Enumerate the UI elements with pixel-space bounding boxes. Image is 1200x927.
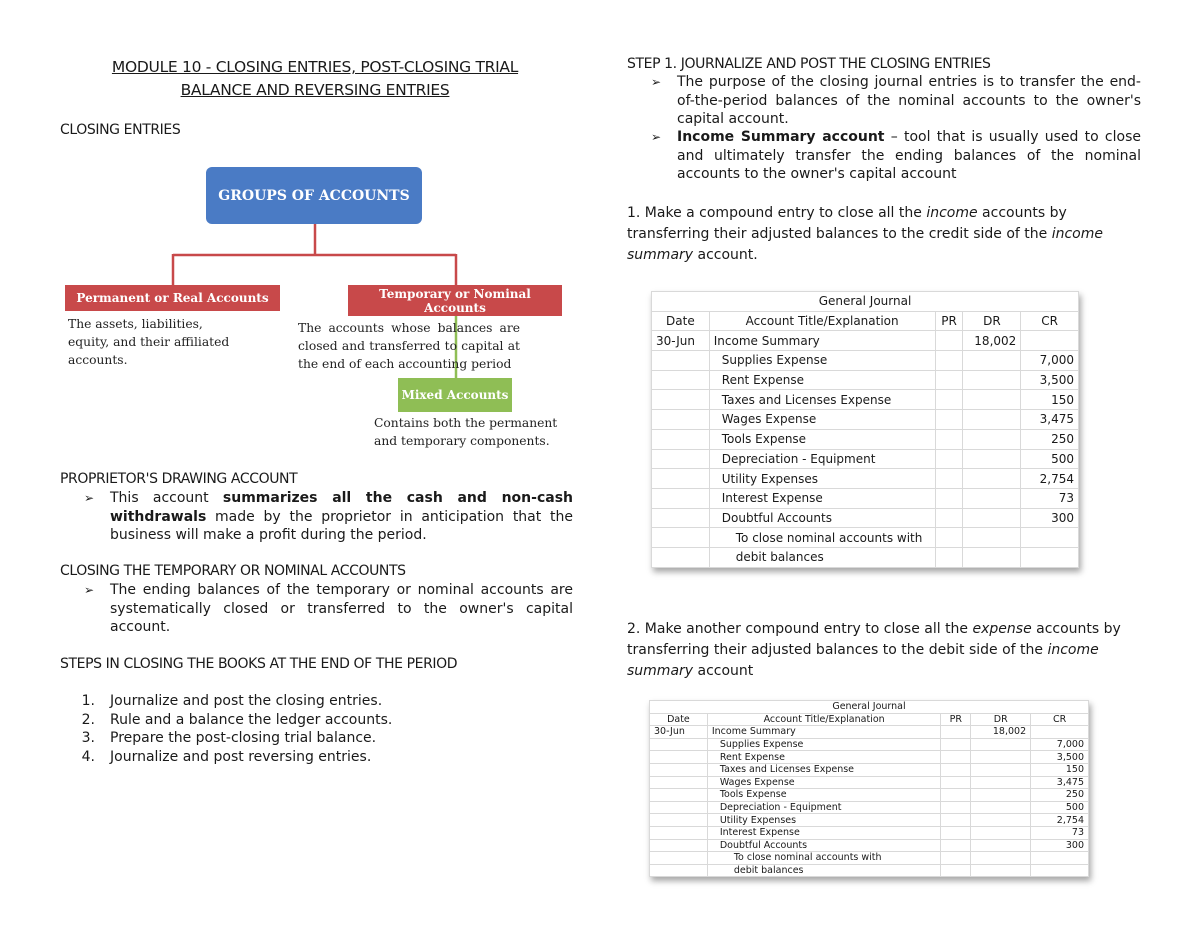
journal-cell-cr: 3,500 [1021,370,1079,390]
journal-cell-pr [941,751,971,764]
journal-cell-cr: 3,475 [1031,776,1089,789]
table-row [652,488,1079,508]
journal-cell-cr: 7,000 [1031,738,1089,751]
journal-cell-pr [941,814,971,827]
journal-cell-account: To close nominal accounts with [709,528,935,548]
journal-cell-pr [941,864,971,877]
permanent-accounts-description: The assets, liabilities, equity, and their affiliated accounts. [68,317,230,367]
journal-cell-account: Depreciation - Equipment [707,801,941,814]
journal-cell-dr [963,508,1021,528]
journal-cell-cr [1021,331,1079,351]
journal-cell-cr: 3,475 [1021,410,1079,430]
table-row [652,449,1079,469]
table-row [650,789,1089,802]
journal-cell-date [652,351,710,371]
journal-cell-date [652,508,710,528]
mixed-accounts-box: Mixed Accounts [398,378,512,412]
list-item: 4. Journalize and post reversing entries. [81,748,372,765]
table-row [650,814,1089,827]
journal-cell-cr: 300 [1031,839,1089,852]
journal-cell-date: 30-Jun [650,726,708,739]
journal-cell-pr [935,390,963,410]
journal-cell-pr [935,488,963,508]
journal-cell-pr [941,776,971,789]
step1-heading: STEP 1. JOURNALIZE AND POST THE CLOSING ENTRIES [627,56,991,72]
journal-cell-cr: 250 [1021,429,1079,449]
journal-cell-account: Tools Expense [709,429,935,449]
table-row [652,429,1079,449]
journal-cell-cr [1021,547,1079,567]
journal-cell-cr: 3,500 [1031,751,1089,764]
journal-cell-pr [941,852,971,865]
journal-cell-pr [935,410,963,430]
journal-cell-account: Doubtful Accounts [709,508,935,528]
journal-cell-dr [963,469,1021,489]
title-line-2: BALANCE AND REVERSING ENTRIES [180,81,450,99]
journal-cell-dr: 18,002 [971,726,1031,739]
journal-cell-cr: 2,754 [1021,469,1079,489]
temporary-accounts-description: The accounts whose balances are closed and transferred to capital at the end of each accounting period [298,321,520,371]
closing-temporary-bullet: ➢ The ending balances of the temporary or nominal accounts are systematically closed or transferred to the owner's capital account. [60,581,573,637]
journal-cell-account: Depreciation - Equipment [709,449,935,469]
journal-cell-dr [971,826,1031,839]
journal-cell-account: Supplies Expense [709,351,935,371]
journal-cell-date [652,469,710,489]
income-summary-bullet: ➢ Income Summary account – tool that is usually used to close and ultimately transfer the ending balances of the nominal accounts to the owner's capital account [627,128,1147,184]
table-row [652,528,1079,548]
journal-cell-pr [941,839,971,852]
journal-cell-dr [971,776,1031,789]
journal-header-row: Date Account Title/Explanation PR DR CR [650,713,1089,726]
journal-cell-dr [963,351,1021,371]
journal-cell-date [652,547,710,567]
journal-cell-pr [935,469,963,489]
temporary-accounts-box: Temporary or Nominal Accounts [348,285,562,316]
table-row [650,826,1089,839]
journal-cell-account: Interest Expense [707,826,941,839]
journal-cell-account: Utility Expenses [709,469,935,489]
table-row [650,776,1089,789]
journal-cell-pr [941,826,971,839]
journal-cell-cr [1021,528,1079,548]
closing-step-2-text: 2. Make another compound entry to close all the expense accounts by transferring their adjusted balances to the debit side of the income summary account [627,621,1121,679]
journal-cell-account: Taxes and Licenses Expense [707,763,941,776]
journal-cell-dr [963,410,1021,430]
closing-temporary-heading: CLOSING THE TEMPORARY OR NOMINAL ACCOUNTS [60,563,406,579]
table-row [652,547,1079,567]
journal-cell-date [650,763,708,776]
journal-cell-date [652,528,710,548]
groups-of-accounts-box: GROUPS OF ACCOUNTS [206,167,422,224]
journal-cell-pr [935,508,963,528]
table-row [650,726,1089,739]
journal-cell-cr: 300 [1021,508,1079,528]
journal-cell-cr: 7,000 [1021,351,1079,371]
purpose-bullet: ➢ The purpose of the closing journal entries is to transfer the end-of-the-period balances of the nominal accounts to the owner's capital account. [627,73,1147,129]
list-item: 2. Rule and a balance the ledger accounts. [81,711,393,728]
journal-cell-date [650,789,708,802]
journal-cell-date [650,852,708,865]
journal-cell-dr [971,864,1031,877]
journal-cell-date [650,776,708,789]
journal-cell-account: Income Summary [709,331,935,351]
journal-cell-pr [935,370,963,390]
journal-cell-cr: 500 [1031,801,1089,814]
journal-cell-dr [971,814,1031,827]
journal-cell-account: Tools Expense [707,789,941,802]
journal-cell-dr [971,801,1031,814]
journal-cell-dr [963,528,1021,548]
journal-cell-cr: 150 [1031,763,1089,776]
journal-cell-dr [963,429,1021,449]
steps-heading: STEPS IN CLOSING THE BOOKS AT THE END OF THE PERIOD [60,656,458,672]
journal-cell-cr: 73 [1031,826,1089,839]
journal-cell-date [650,738,708,751]
table-row [650,852,1089,865]
journal-cell-pr [941,789,971,802]
journal-cell-dr [971,763,1031,776]
journal-cell-pr [935,429,963,449]
table-row [650,751,1089,764]
journal-cell-date: 30-Jun [652,331,710,351]
journal-cell-dr [971,751,1031,764]
journal-cell-dr [963,547,1021,567]
journal-cell-cr: 2,754 [1031,814,1089,827]
journal-cell-account: To close nominal accounts with [707,852,941,865]
journal-cell-dr [963,390,1021,410]
journal-cell-dr [963,488,1021,508]
closing-entries-heading: CLOSING ENTRIES [60,122,181,138]
journal-cell-cr: 150 [1021,390,1079,410]
journal-cell-account: Taxes and Licenses Expense [709,390,935,410]
table-row [652,331,1079,351]
journal-cell-cr: 73 [1021,488,1079,508]
journal-cell-cr [1031,864,1089,877]
journal-cell-pr [941,738,971,751]
list-item: 1. Journalize and post the closing entries. [81,693,383,709]
journal-cell-dr [971,852,1031,865]
journal-cell-account: Income Summary [707,726,941,739]
journal-cell-account: Wages Expense [709,410,935,430]
journal-cell-dr [971,789,1031,802]
journal-cell-date [650,826,708,839]
journal-cell-account: Doubtful Accounts [707,839,941,852]
drawing-account-bullet: ➢ This account summarizes all the cash and non-cash withdrawals made by the proprietor in anticipation that the business will make a profit during the period. [60,489,573,545]
journal-title-row: General Journal [650,701,1089,714]
journal-cell-pr [935,449,963,469]
table-row [650,738,1089,751]
title-line-1: MODULE 10 - CLOSING ENTRIES, POST-CLOSING TRIAL [111,58,519,76]
journal-cell-dr: 18,002 [963,331,1021,351]
arrow-bullet-icon: ➢ [651,130,662,144]
journal-cell-date [652,410,710,430]
arrow-bullet-icon: ➢ [84,491,95,505]
general-journal-table-2 [649,700,1089,877]
table-row [650,839,1089,852]
journal-cell-account: debit balances [707,864,941,877]
journal-cell-dr [971,839,1031,852]
accounts-diagram [60,160,580,460]
journal-cell-pr [935,351,963,371]
table-row [652,410,1079,430]
journal-cell-account: Rent Expense [709,370,935,390]
journal-cell-account: Supplies Expense [707,738,941,751]
journal-cell-date [652,390,710,410]
journal-cell-dr [963,370,1021,390]
journal-cell-date [650,751,708,764]
table-row [650,864,1089,877]
journal-cell-dr [971,738,1031,751]
journal-cell-account: Interest Expense [709,488,935,508]
table-row [650,801,1089,814]
journal-cell-cr: 250 [1031,789,1089,802]
journal-cell-pr [935,528,963,548]
journal-cell-pr [941,763,971,776]
drawing-account-heading: PROPRIETOR'S DRAWING ACCOUNT [60,471,298,487]
page-title [60,56,570,102]
journal-cell-date [652,370,710,390]
journal-cell-cr [1031,726,1089,739]
journal-cell-pr [935,331,963,351]
journal-cell-pr [941,726,971,739]
journal-title-row: General Journal [652,292,1079,312]
general-journal-table-1 [651,291,1079,568]
journal-cell-account: Rent Expense [707,751,941,764]
journal-cell-date [650,801,708,814]
journal-cell-date [650,814,708,827]
steps-list [60,692,392,766]
journal-cell-pr [941,801,971,814]
table-row [652,508,1079,528]
journal-cell-dr [963,449,1021,469]
journal-cell-date [650,839,708,852]
journal-cell-account: Wages Expense [707,776,941,789]
table-row [652,370,1079,390]
journal-cell-date [650,864,708,877]
journal-cell-cr [1031,852,1089,865]
arrow-bullet-icon: ➢ [651,75,662,89]
list-item: 3. Prepare the post-closing trial balance. [81,730,377,746]
journal-cell-cr: 500 [1021,449,1079,469]
journal-cell-account: Utility Expenses [707,814,941,827]
arrow-bullet-icon: ➢ [84,583,95,597]
journal-header-row: Date Account Title/Explanation PR DR CR [652,311,1079,331]
permanent-accounts-box: Permanent or Real Accounts [65,285,280,311]
table-row [652,469,1079,489]
mixed-accounts-description: Contains both the permanent and temporary components. [374,416,558,448]
journal-cell-date [652,449,710,469]
journal-cell-pr [935,547,963,567]
table-row [652,390,1079,410]
journal-cell-date [652,429,710,449]
table-row [652,351,1079,371]
journal-cell-date [652,488,710,508]
closing-step-1-text: 1. Make a compound entry to close all the income accounts by transferring their adjusted balances to the credit side of the income summary account. [627,205,1103,263]
table-row [650,763,1089,776]
journal-cell-account: debit balances [709,547,935,567]
